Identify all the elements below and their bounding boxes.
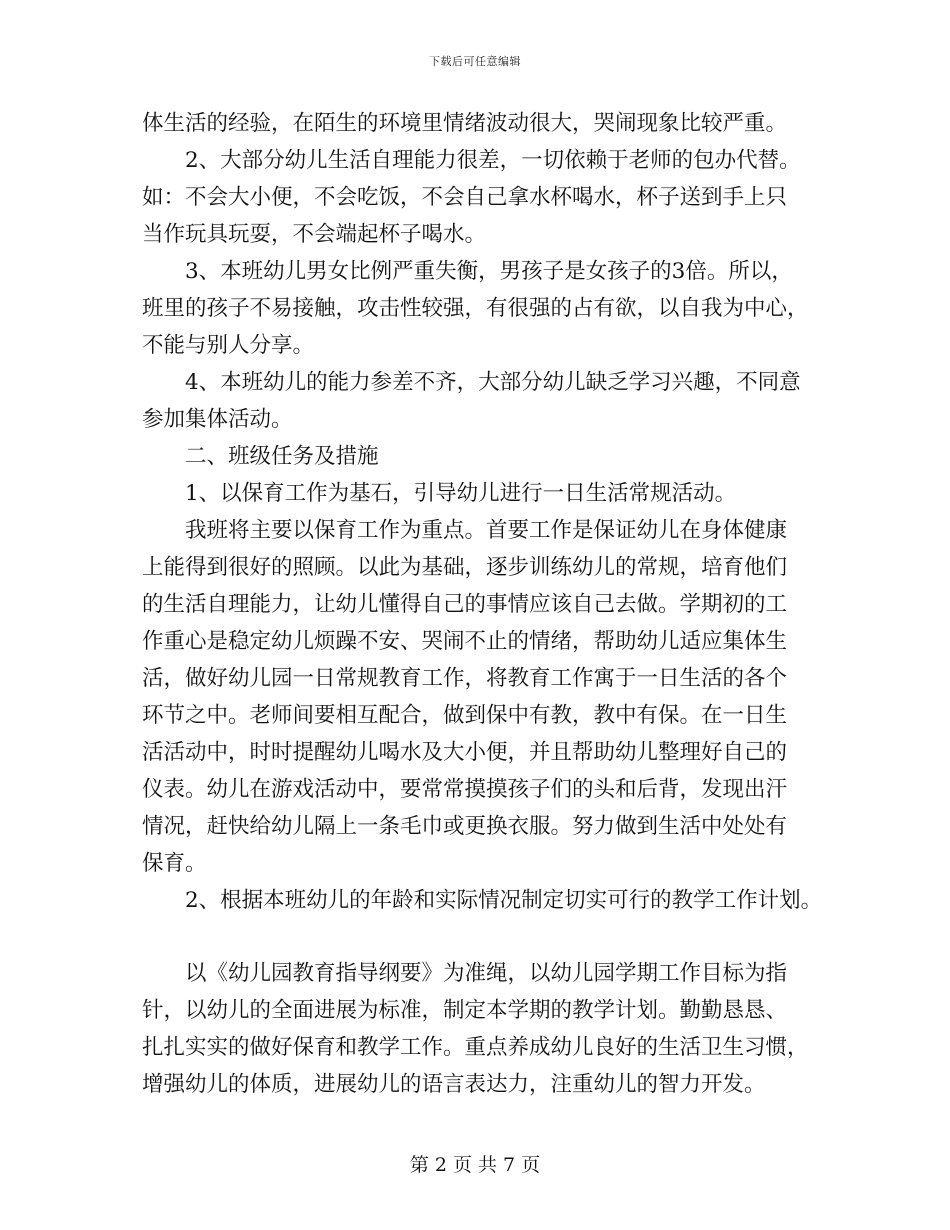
paragraph-line: 2、大部分幼儿生活自理能力很差，一切依赖于老师的包办代替。: [185, 148, 801, 173]
paragraph-line: 环节之中。老师间要相互配合，做到保中有教，教中有保。在一日生: [142, 703, 788, 728]
paragraph-line: 扎扎实实的做好保育和教学工作。重点养成幼儿良好的生活卫生习惯，: [142, 1035, 809, 1060]
paragraph-line: 的生活自理能力，让幼儿懂得自己的事情应该自己去做。学期初的工: [142, 592, 788, 617]
paragraph-line: 以《幼儿园教育指导纲要》为准绳，以幼儿园学期工作目标为指: [185, 961, 788, 986]
paragraph-line: 保育。: [142, 851, 207, 876]
paragraph-line: 仪表。幼儿在游戏活动中，要常常摸摸孩子们的头和后背，发现出汗: [142, 777, 788, 802]
paragraph-line: 我班将主要以保育工作为重点。首要工作是保证幼儿在身体健康: [185, 518, 788, 543]
subsection-heading: 2、根据本班幼儿的年龄和实际情况制定切实可行的教学工作计划。: [185, 888, 823, 913]
paragraph-line: 情况，赶快给幼儿隔上一条毛巾或更换衣服。努力做到生活中处处有: [142, 814, 788, 839]
paragraph-line: 当作玩具玩耍，不会端起杯子喝水。: [142, 222, 487, 247]
paragraph-line: 如：不会大小便，不会吃饭，不会自己拿水杯喝水，杯子送到手上只: [142, 185, 788, 210]
paragraph-line: 4、本班幼儿的能力参差不齐，大部分幼儿缺乏学习兴趣，不同意: [185, 370, 801, 395]
document-body: [142, 105, 822, 1103]
paragraph-line: 3、本班幼儿男女比例严重失衡，男孩子是女孩子的3倍。所以，: [185, 259, 793, 284]
paragraph-line: 上能得到很好的照顾。以此为基础，逐步训练幼儿的常规，培育他们: [142, 555, 788, 580]
paragraph-line: 体生活的经验，在陌生的环境里情绪波动很大，哭闹现象比较严重。: [142, 111, 788, 136]
page-number: 第 2 页 共 7 页: [409, 1154, 541, 1176]
paragraph-line: 针，以幼儿的全面进展为标准，制定本学期的教学计划。勤勤恳恳、: [142, 998, 788, 1023]
paragraph-line: 活，做好幼儿园一日常规教育工作，将教育工作寓于一日生活的各个: [142, 666, 788, 691]
page-header: 下载后可任意编辑: [429, 55, 521, 68]
paragraph-gap: [142, 919, 822, 955]
paragraph-line: 增强幼儿的体质，进展幼儿的语言表达力，注重幼儿的智力开发。: [142, 1072, 766, 1097]
subsection-heading: 1、以保育工作为基石，引导幼儿进行一日生活常规活动。: [185, 481, 737, 506]
section-heading: 二、班级任务及措施: [185, 444, 379, 469]
paragraph-line: 活活动中，时时提醒幼儿喝水及大小便，并且帮助幼儿整理好自己的: [142, 740, 788, 765]
paragraph-line: 作重心是稳定幼儿烦躁不安、哭闹不止的情绪，帮助幼儿适应集体生: [142, 629, 788, 654]
paragraph-line: 参加集体活动。: [142, 407, 293, 432]
paragraph-line: 不能与别人分享。: [142, 333, 315, 358]
paragraph-line: 班里的孩子不易接触，攻击性较强，有很强的占有欲，以自我为中心，: [142, 296, 809, 321]
